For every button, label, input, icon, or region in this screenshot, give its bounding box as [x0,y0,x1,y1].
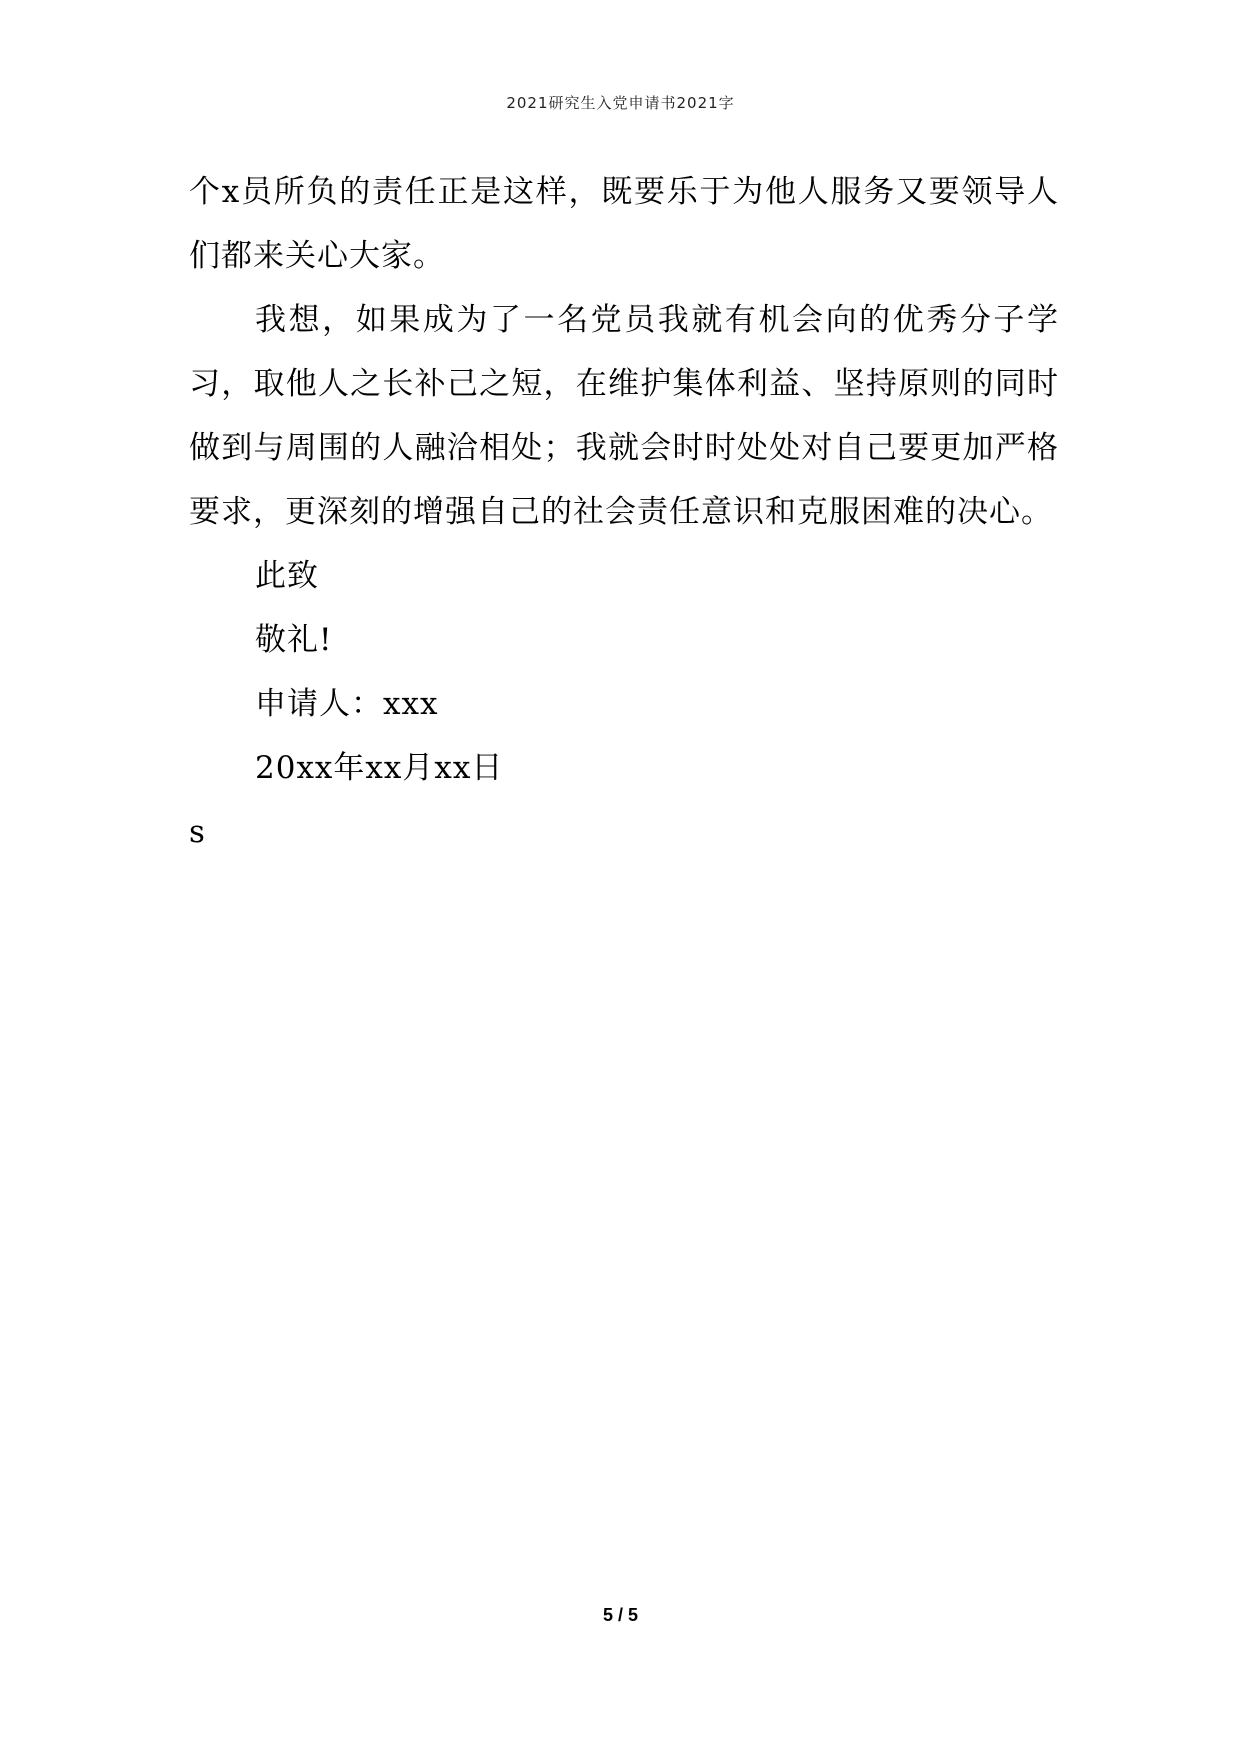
page-number: 5 / 5 [602,1605,639,1625]
letter-date: 20xx年xx月xx日 [255,750,504,786]
applicant-signature: 申请人：xxx [255,686,439,722]
closing-regards: 敬礼! [255,622,333,658]
running-header: 2021研究生入党申请书2021字 [506,94,735,112]
letter-body [189,160,1059,864]
paragraph-main: 我想，如果成为了一名党员我就有机会向的优秀分子学习，取他人之长补己之短，在维护集体利益、坚持原则的同时做到与周围的人融洽相处；我就会时时处处对自己要更加严格要求，更深刻的增强自己的社会责任意识和克服困难的决心。 [189,302,1059,530]
stray-character: s [189,814,206,850]
closing-salutation: 此致 [255,558,319,594]
paragraph-continuation: 个x员所负的责任正是这样，既要乐于为他人服务又要领导人们都来关心大家。 [189,174,1059,274]
